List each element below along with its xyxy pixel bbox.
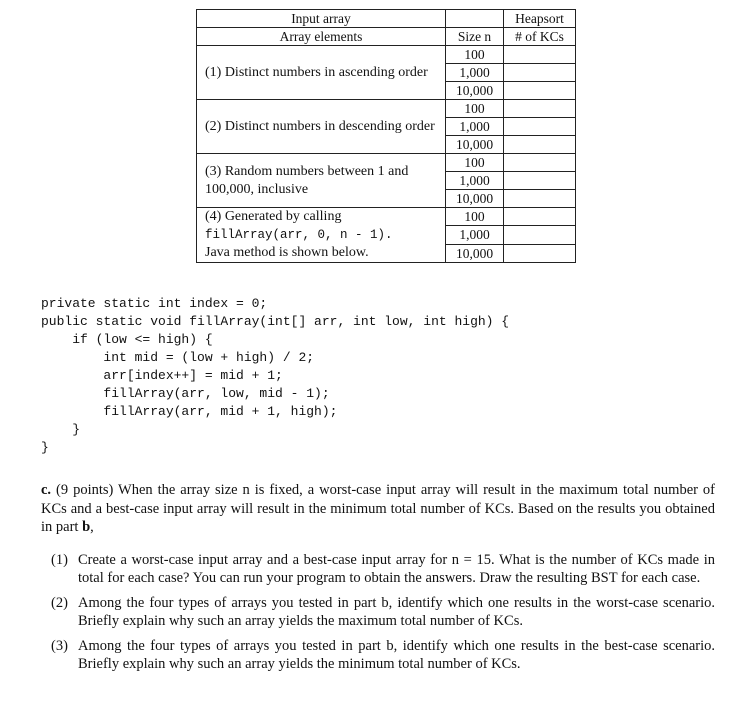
- list-item-label: (2): [51, 594, 68, 611]
- row2-kcs-cell: [504, 118, 576, 136]
- row4-size-10000: 10,000: [446, 244, 504, 262]
- row2-description: (2) Distinct numbers in descending order: [197, 100, 446, 154]
- row2-size-1000: 1,000: [446, 118, 504, 136]
- row4-size-100: 100: [446, 208, 504, 226]
- header-input-array: Input array: [197, 10, 446, 28]
- row3-kcs-cell: [504, 154, 576, 172]
- row4-size-1000: 1,000: [446, 226, 504, 244]
- row3-kcs-cell: [504, 190, 576, 208]
- part-c-intro: [41, 481, 715, 537]
- row1-kcs-cell: [504, 82, 576, 100]
- list-item: [41, 594, 715, 631]
- list-item-text: Create a worst-case input array and a best-case input array for n = 15. What is the number of KCs made in total for each case? You can run your program to obtain the answers. Draw the resulting BST for each case.: [78, 551, 715, 586]
- row3-size-100: 100: [446, 154, 504, 172]
- row3-description: (3) Random numbers between 1 and 100,000, inclusive: [197, 154, 446, 208]
- header-array-elements: Array elements: [197, 28, 446, 46]
- results-table: [196, 9, 576, 263]
- row2-size-10000: 10,000: [446, 136, 504, 154]
- list-item-label: (3): [51, 637, 68, 654]
- row1-kcs-cell: [504, 46, 576, 64]
- row2-kcs-cell: [504, 136, 576, 154]
- list-item-label: (1): [51, 551, 68, 568]
- row3-size-1000: 1,000: [446, 172, 504, 190]
- header-kcs: # of KCs: [504, 28, 576, 46]
- row1-size-1000: 1,000: [446, 64, 504, 82]
- header-size-n: Size n: [446, 28, 504, 46]
- row1-description: (1) Distinct numbers in ascending order: [197, 46, 446, 100]
- list-item: [41, 637, 715, 674]
- part-c-intro-text: (9 points) When the array size n is fixed, a worst-case input array will result in the maximum total number of KCs and a best-case input array will result in the minimum total number of KCs. Based on the results you obtained in part: [41, 482, 716, 535]
- part-c-section: [41, 481, 715, 680]
- row4-kcs-cell: [504, 244, 576, 262]
- list-item-text: Among the four types of arrays you tested in part b, identify which one results in the best-case scenario. Briefly explain why such an array yields the minimum total number of KCs.: [78, 637, 715, 672]
- part-c-intro-tail: ,: [90, 519, 94, 535]
- row1-kcs-cell: [504, 64, 576, 82]
- row4-desc-code: fillArray(arr, 0, n - 1).: [205, 228, 393, 242]
- row1-size-10000: 10,000: [446, 82, 504, 100]
- row4-kcs-cell: [504, 226, 576, 244]
- fill-array-code-block: private static int index = 0; public static void fillArray(int[] arr, int low, int high) { if (low <= high) { int mid = (low + high) / 2; arr[index++] = mid + 1; fillArray(arr, low, mid - 1); fillArray(arr, mid + 1, high); } }: [41, 296, 510, 455]
- row4-desc-line1: (4) Generated by calling: [205, 209, 342, 224]
- row1-size-100: 100: [446, 46, 504, 64]
- row4-kcs-cell: [504, 208, 576, 226]
- header-heapsort: Heapsort: [504, 10, 576, 28]
- list-item: [41, 551, 715, 588]
- row3-kcs-cell: [504, 172, 576, 190]
- row3-size-10000: 10,000: [446, 190, 504, 208]
- row2-kcs-cell: [504, 100, 576, 118]
- row4-description: [197, 208, 446, 263]
- row2-size-100: 100: [446, 100, 504, 118]
- part-c-intro-bold: b: [82, 519, 91, 535]
- list-item-text: Among the four types of arrays you tested in part b, identify which one results in the worst-case scenario. Briefly explain why such an array yields the maximum total number of KCs.: [78, 594, 715, 629]
- row4-desc-line3: Java method is shown below.: [205, 245, 369, 260]
- part-c-list: [41, 551, 715, 674]
- header-blank: [446, 10, 504, 28]
- part-c-label: c.: [41, 482, 52, 498]
